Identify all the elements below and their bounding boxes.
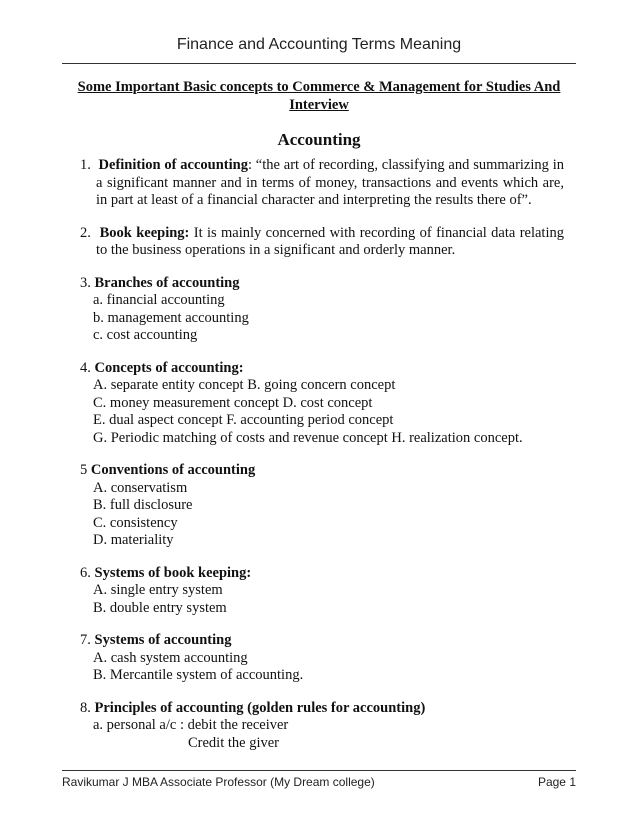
item-number: 5	[80, 462, 88, 478]
page-header: Finance and Accounting Terms Meaning	[176, 36, 462, 53]
sub-item: D. materiality	[93, 532, 174, 548]
item-term: Systems of accounting	[94, 632, 232, 648]
item-number: 6.	[80, 564, 91, 581]
item-number: 2.	[80, 224, 91, 241]
list-item-book-keeping-systems	[80, 565, 564, 618]
item-term: Concepts of accounting:	[94, 359, 244, 376]
header-divider	[62, 63, 576, 64]
list-item-accounting-systems	[80, 632, 564, 685]
item-term: Book keeping:	[99, 224, 190, 241]
sub-item: a. financial accounting	[93, 292, 225, 308]
item-term: Principles of accounting (golden rules for accounting)	[94, 699, 426, 716]
item-number: 7.	[80, 632, 91, 648]
page-footer	[62, 775, 576, 789]
footer-author: Ravikumar J MBA Associate Professor (My Dream college)	[62, 775, 375, 789]
item-text: : “the art of recording, classifying and summarizing in a significant manner and in terms of money, transactions and events which are, in part at least of a financial character and interpreting the results there of”.	[96, 157, 565, 208]
item-text: It is mainly concerned with recording of financial data relating to the business operations in a significant and orderly manner.	[96, 224, 564, 258]
sub-item: B. double entry system	[93, 599, 227, 616]
sub-item: C. consistency	[93, 514, 178, 531]
list-item-conventions	[80, 462, 564, 550]
sub-item: c. cost accounting	[93, 327, 198, 343]
sub-item: B. full disclosure	[93, 497, 193, 513]
item-term: Conventions of accounting	[90, 462, 256, 478]
list-item-principles	[80, 700, 564, 753]
sub-item: G. Periodic matching of costs and revenue concept H. realization concept.	[93, 429, 523, 446]
sub-item: Credit the giver	[188, 734, 280, 751]
list-item-book-keeping	[80, 225, 564, 260]
item-term: Systems of book keeping:	[94, 564, 252, 581]
list-item-concepts	[80, 360, 564, 448]
content-body	[80, 157, 564, 767]
item-term: Branches of accounting	[94, 274, 240, 291]
item-term: Definition of accounting	[98, 157, 248, 173]
sub-item: A. cash system accounting	[93, 649, 248, 666]
document-subtitle: Some Important Basic concepts to Commerce & Management for Studies And Interview	[77, 79, 561, 113]
list-item-definition	[80, 157, 564, 210]
sub-item: B. Mercantile system of accounting.	[93, 667, 304, 683]
sub-item: A. conservatism	[93, 479, 188, 496]
sub-item: A. single entry system	[93, 582, 223, 598]
item-number: 4.	[80, 359, 91, 376]
footer-divider	[62, 770, 576, 771]
sub-item: a. personal a/c : debit the receiver	[93, 717, 289, 733]
section-title: Accounting	[277, 130, 361, 149]
sub-item: b. management accounting	[93, 309, 249, 326]
item-number: 8.	[80, 699, 91, 716]
item-number: 1.	[80, 157, 91, 173]
sub-item: A. separate entity concept B. going concern concept	[93, 377, 396, 393]
item-number: 3.	[80, 274, 91, 291]
list-item-branches	[80, 275, 564, 345]
sub-item: E. dual aspect concept F. accounting period concept	[93, 412, 394, 428]
page-number: Page 1	[537, 775, 576, 789]
sub-item: C. money measurement concept D. cost concept	[93, 394, 373, 411]
